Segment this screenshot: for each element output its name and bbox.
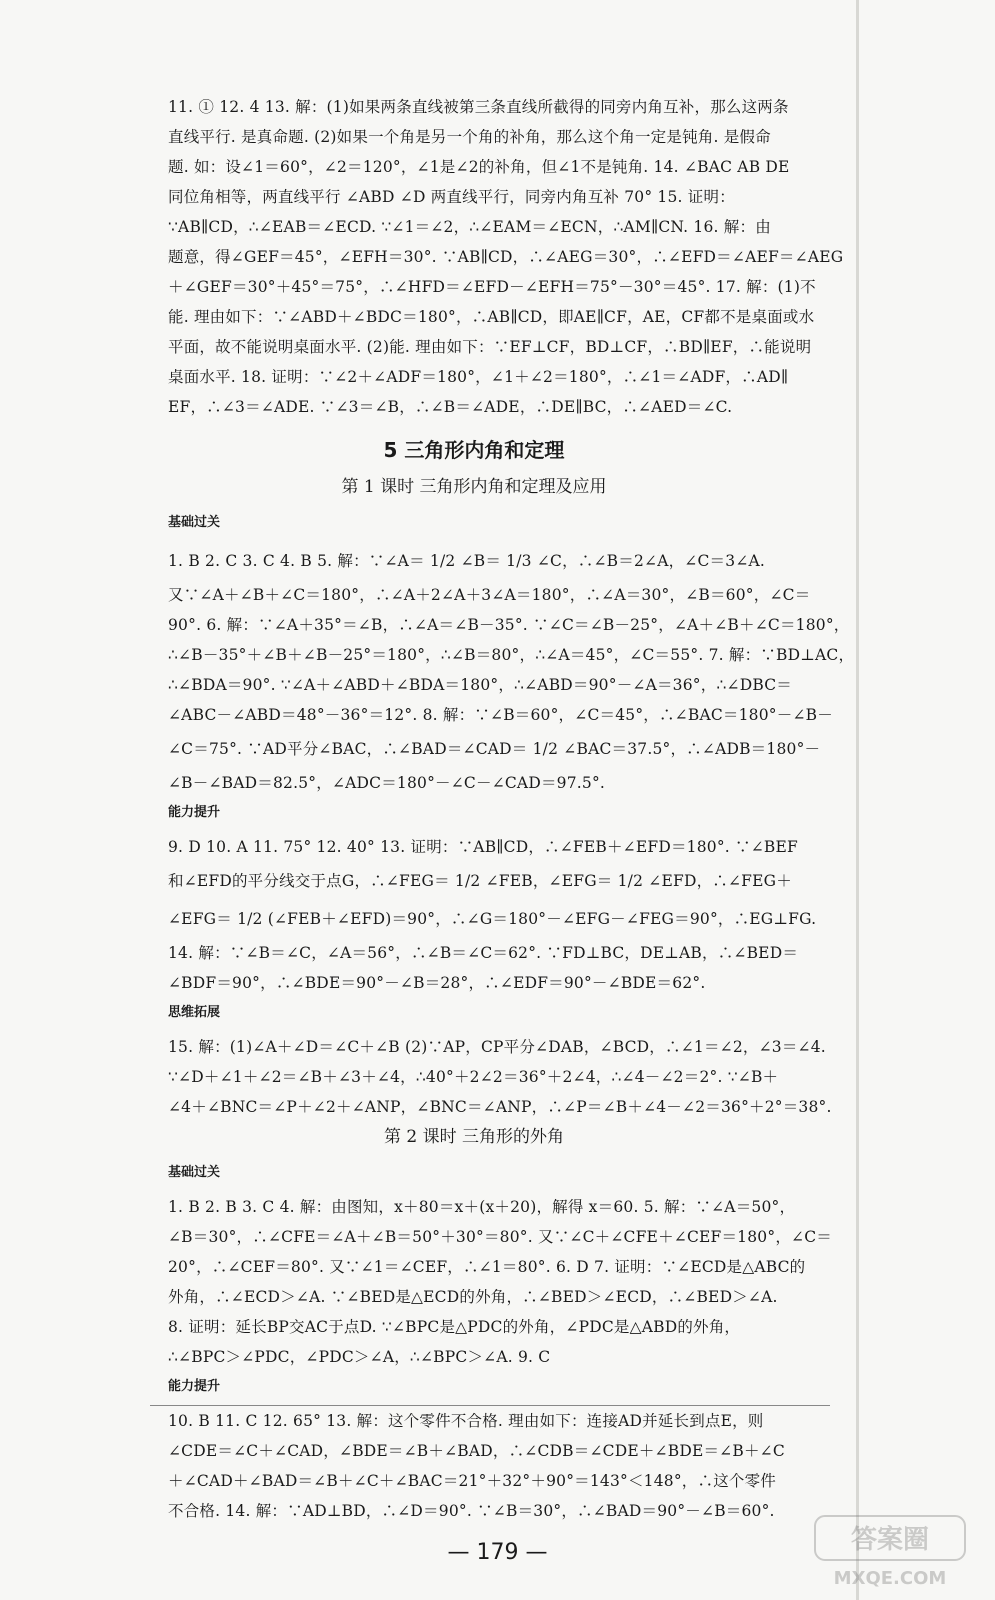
- answer-line: ∵∠D＋∠1＋∠2＝∠B＋∠3＋∠4，∴40°＋2∠2＝36°＋2∠4，∴∠4－∠2＝2°. ∵∠B＋: [168, 1068, 779, 1086]
- answer-line: 能. 理由如下：∵∠ABD＋∠BDC＝180°，∴AB∥CD，即AE∥CF，AE，CF都不是桌面或水: [168, 308, 815, 326]
- answer-line: ∵AB∥CD，∴∠EAB＝∠ECD. ∵∠1＝∠2，∴∠EAM＝∠ECN，∴AM∥CN. 16. 解：由: [168, 218, 771, 236]
- answer-line: ∴∠BPC＞∠PDC，∠PDC＞∠A，∴∠BPC＞∠A. 9. C: [168, 1348, 551, 1366]
- page-fold-shadow: [856, 0, 859, 1600]
- answers-block-expand: [168, 1032, 832, 1122]
- watermark-logo-text: 答案圈: [850, 1525, 930, 1555]
- answer-line: 11. ① 12. 4 13. 解：(1)如果两条直线被第三条直线所截得的同旁内角互补，那么这两条: [168, 98, 789, 116]
- answers-block-basic: [168, 542, 855, 798]
- answer-line: ∴∠B－35°＋∠B＋∠B－25°＝180°，∴∠B＝80°，∴∠A＝45°，∠C＝55°. 7. 解：∵BD⊥AC，: [168, 646, 855, 664]
- answer-line: 10. B 11. C 12. 65° 13. 解：这个零件不合格. 理由如下：连接AD并延长到点E，则: [168, 1412, 764, 1430]
- answer-line: 题. 如：设∠1＝60°，∠2＝120°，∠1是∠2的补角，但∠1不是钝角. 14. ∠BAC AB DE: [168, 158, 790, 176]
- answer-line: ∠4＋∠BNC＝∠P＋∠2＋∠ANP，∠BNC＝∠ANP，∴∠P＝∠B＋∠4－∠2＝36°＋2°＝38°.: [168, 1098, 832, 1116]
- answer-content: [168, 92, 855, 1526]
- heading-ability: 能力提升: [168, 805, 221, 820]
- answer-line: ∠EFG＝ 1/2 (∠FEB＋∠EFD)＝90°，∴∠G＝180°－∠EFG－∠FEG＝90°，∴EG⊥FG.: [168, 910, 817, 928]
- answers-block-previous: [168, 92, 844, 422]
- answer-line: 不合格. 14. 解：∵AD⊥BD，∴∠D＝90°. ∵∠B＝30°，∴∠BAD＝90°－∠B＝60°.: [168, 1502, 775, 1520]
- answer-line: 桌面水平. 18. 证明：∵∠2＋∠ADF＝180°，∠1＋∠2＝180°，∴∠1＝∠ADF，∴AD∥: [168, 368, 789, 386]
- lesson-1-title: 第 1 课时 三角形内角和定理及应用: [341, 477, 607, 497]
- heading-expand: 思维拓展: [168, 1005, 221, 1020]
- answers-block-basic-2: [168, 1192, 832, 1372]
- answer-line: 直线平行. 是真命题. (2)如果一个角是另一个角的补角，那么这个角一定是钝角. 是假命: [168, 128, 771, 146]
- answer-line: 1. B 2. B 3. C 4. 解：由图知，x＋80＝x＋(x＋20)，解得 x＝60. 5. 解：∵∠A＝50°，: [168, 1198, 796, 1216]
- lesson-2-title: 第 2 课时 三角形的外角: [383, 1127, 565, 1147]
- heading-ability-2: 能力提升: [168, 1379, 221, 1394]
- section-title: 5 三角形内角和定理: [383, 438, 565, 462]
- page-number: — 179 —: [447, 1540, 548, 1565]
- answer-line: 1. B 2. C 3. C 4. B 5. 解：∵∠A＝ 1/2 ∠B＝ 1/3 ∠C，∴∠B＝2∠A，∠C＝3∠A.: [168, 552, 766, 570]
- answers-block-ability-2: [168, 1406, 785, 1526]
- answer-line: 8. 证明：延长BP交AC于点D. ∵∠BPC是△PDC的外角，∠PDC是△ABD的外角，: [168, 1318, 741, 1336]
- answer-line: 平面，故不能说明桌面水平. (2)能. 理由如下：∵EF⊥CF，BD⊥CF，∴BD∥EF，∴能说明: [168, 338, 812, 356]
- answer-line: 9. D 10. A 11. 75° 12. 40° 13. 证明：∵AB∥CD，∴∠FEB＋∠EFD＝180°. ∵∠BEF: [168, 838, 798, 856]
- answer-line: ∠BDF＝90°，∴∠BDE＝90°－∠B＝28°，∴∠EDF＝90°－∠BDE＝62°.: [168, 974, 706, 992]
- answer-line: 15. 解：(1)∠A＋∠D＝∠C＋∠B (2)∵AP，CP平分∠DAB，∠BCD，∴∠1＝∠2，∠3＝∠4.: [168, 1038, 826, 1056]
- answer-line: 题意，得∠GEF＝45°，∠EFH＝30°. ∵AB∥CD，∴∠AEG＝30°，∴∠EFD＝∠AEF＝∠AEG: [168, 248, 844, 266]
- answer-line: 同位角相等，两直线平行 ∠ABD ∠D 两直线平行，同旁内角互补 70° 15. 证明：: [168, 188, 735, 206]
- answer-line: ∠B＝30°，∴∠CFE＝∠A＋∠B＝50°＋30°＝80°. 又∵∠C＋∠CFE＋∠CEF＝180°，∠C＝: [168, 1228, 832, 1246]
- answer-line: 外角，∴∠ECD＞∠A. ∵∠BED是△ECD的外角，∴∠BED＞∠ECD，∴∠BED＞∠A.: [168, 1288, 778, 1306]
- answer-line: ＋∠CAD＋∠BAD＝∠B＋∠C＋∠BAC＝21°＋32°＋90°＝143°＜148°，∴这个零件: [168, 1472, 777, 1490]
- answer-line: 和∠EFD的平分线交于点G，∴∠FEG＝ 1/2 ∠FEB，∠EFG＝ 1/2 ∠EFD，∴∠FEG＋: [168, 872, 792, 890]
- answer-line: ∠B－∠BAD＝82.5°，∠ADC＝180°－∠C－∠CAD＝97.5°.: [168, 774, 606, 792]
- answer-line: 14. 解：∵∠B＝∠C，∠A＝56°，∴∠B＝∠C＝62°. ∵FD⊥BC，DE⊥AB，∴∠BED＝: [168, 944, 799, 962]
- heading-basic-2: 基础过关: [168, 1165, 221, 1180]
- answer-line: 又∵∠A＋∠B＋∠C＝180°，∴∠A＋2∠A＋3∠A＝180°，∴∠A＝30°，∠B＝60°，∠C＝: [168, 586, 811, 604]
- watermark-logo: [807, 1512, 977, 1592]
- scan-rule-line: [150, 1405, 830, 1406]
- answer-line: ∠ABC－∠ABD＝48°－36°＝12°. 8. 解：∵∠B＝60°，∠C＝45°，∴∠BAC＝180°－∠B－: [168, 706, 833, 724]
- answer-line: 90°. 6. 解：∵∠A＋35°＝∠B，∴∠A＝∠B－35°. ∵∠C＝∠B－25°，∠A＋∠B＋∠C＝180°，: [168, 616, 850, 634]
- answer-line: ∴∠BDA＝90°. ∵∠A＋∠ABD＋∠BDA＝180°，∴∠ABD＝90°－∠A＝36°，∴∠DBC＝: [168, 676, 792, 694]
- answer-line: ＋∠GEF＝30°＋45°＝75°，∴∠HFD＝∠EFD－∠EFH＝75°－30°＝45°. 17. 解：(1)不: [168, 278, 816, 296]
- watermark-url: MXQE.COM: [833, 1568, 947, 1589]
- answer-line: ∠CDE＝∠C＋∠CAD，∠BDE＝∠B＋∠BAD，∴∠CDB＝∠CDE＋∠BDE＝∠B＋∠C: [168, 1442, 785, 1460]
- answers-block-ability: [168, 832, 817, 998]
- answer-line: 20°，∴∠CEF＝80°. 又∵∠1＝∠CEF，∴∠1＝80°. 6. D 7. 证明：∵∠ECD是△ABC的: [168, 1258, 806, 1276]
- heading-basic: 基础过关: [168, 515, 221, 530]
- answer-line: EF，∴∠3＝∠ADE. ∵∠3＝∠B，∴∠B＝∠ADE，∴DE∥BC，∴∠AED＝∠C.: [168, 398, 733, 416]
- answer-line: ∠C＝75°. ∵AD平分∠BAC，∴∠BAD＝∠CAD＝ 1/2 ∠BAC＝37.5°，∴∠ADB＝180°－: [168, 740, 821, 758]
